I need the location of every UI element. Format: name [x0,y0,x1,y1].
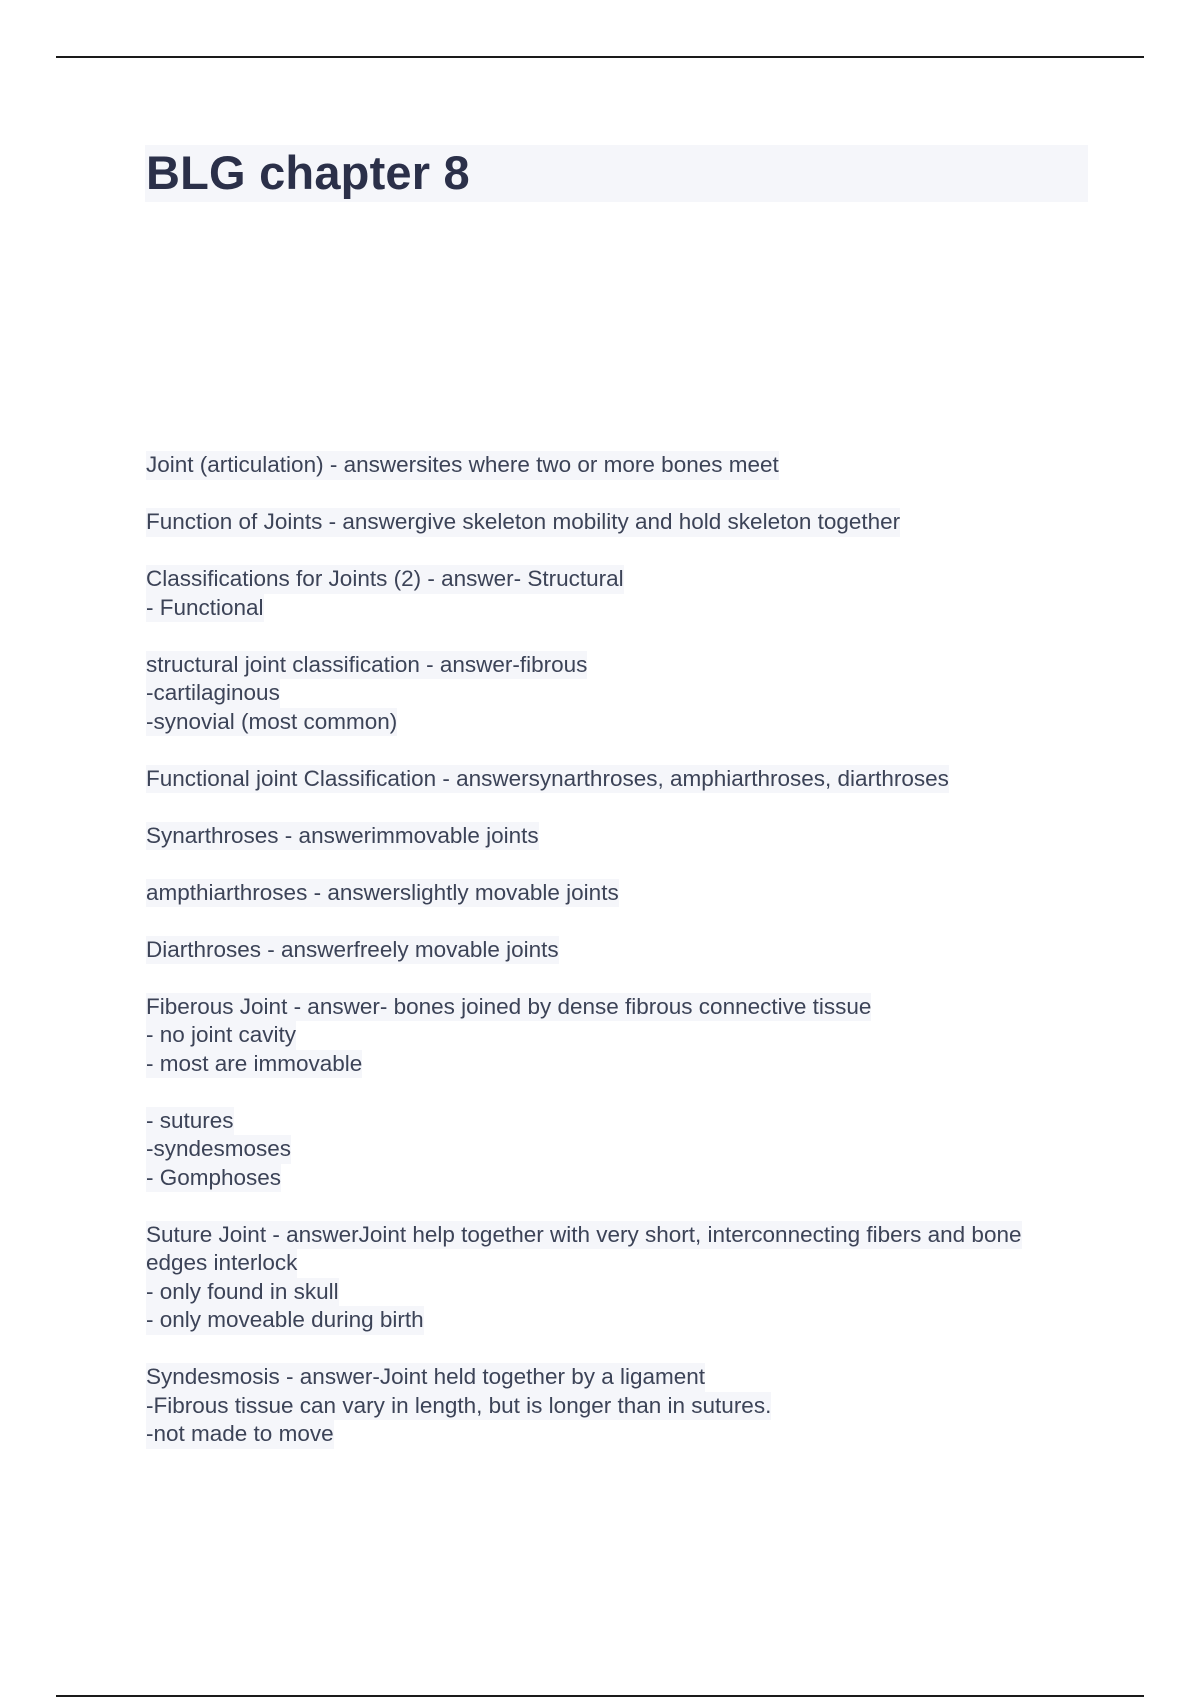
entry-line: Synarthroses - answerimmovable joints [146,822,539,851]
flashcard-entry-diarthroses [146,936,1096,965]
entry-line: -syndesmoses [146,1135,291,1164]
flashcard-entry-fiberous-joint [146,993,1096,1079]
entry-line: - no joint cavity [146,1021,296,1050]
entry-line: -synovial (most common) [146,708,397,737]
flashcard-entry-amphiarthroses [146,879,1096,908]
entry-line: edges interlock [146,1249,297,1278]
entry-line: -Fibrous tissue can vary in length, but is longer than in sutures. [146,1392,771,1421]
entry-line: ampthiarthroses - answerslightly movable joints [146,879,619,908]
bottom-rule [56,1695,1144,1697]
entry-line: structural joint classification - answer-fibrous [146,651,587,680]
entry-line: - Functional [146,594,264,623]
flashcard-entry-syndesmosis [146,1363,1096,1449]
entry-line: - most are immovable [146,1050,362,1079]
flashcard-entry-functional-classification [146,765,1096,794]
entry-line: Suture Joint - answerJoint help together with very short, interconnecting fibers and bone [146,1221,1022,1250]
flashcard-entry-suture-joint [146,1221,1096,1335]
flashcard-entry-fibrous-types [146,1107,1096,1193]
flashcard-entry-classifications [146,565,1096,622]
entry-line: -cartilaginous [146,679,280,708]
entry-line: Joint (articulation) - answersites where two or more bones meet [146,451,779,480]
entry-line: Diarthroses - answerfreely movable joints [146,936,559,965]
entry-line: Functional joint Classification - answersynarthroses, amphiarthroses, diarthroses [146,765,949,794]
entry-line: Function of Joints - answergive skeleton mobility and hold skeleton together [146,508,900,537]
flashcard-entry-synarthroses [146,822,1096,851]
entry-line: -not made to move [146,1420,334,1449]
entry-line: - only moveable during birth [146,1306,424,1335]
entry-line: - Gomphoses [146,1164,281,1193]
flashcard-entry-structural-classification [146,651,1096,737]
flashcard-entry-function-of-joints [146,508,1096,537]
top-rule [56,56,1144,58]
entry-line: Classifications for Joints (2) - answer- Structural [146,565,624,594]
entry-line: Syndesmosis - answer-Joint held together by a ligament [146,1363,705,1392]
flashcard-entry-joint [146,451,1096,480]
entry-line: - sutures [146,1107,234,1136]
flashcard-list [146,451,1096,1477]
entry-line: - only found in skull [146,1278,339,1307]
entry-line: Fiberous Joint - answer- bones joined by dense fibrous connective tissue [146,993,871,1022]
page-title: BLG chapter 8 [146,146,470,199]
